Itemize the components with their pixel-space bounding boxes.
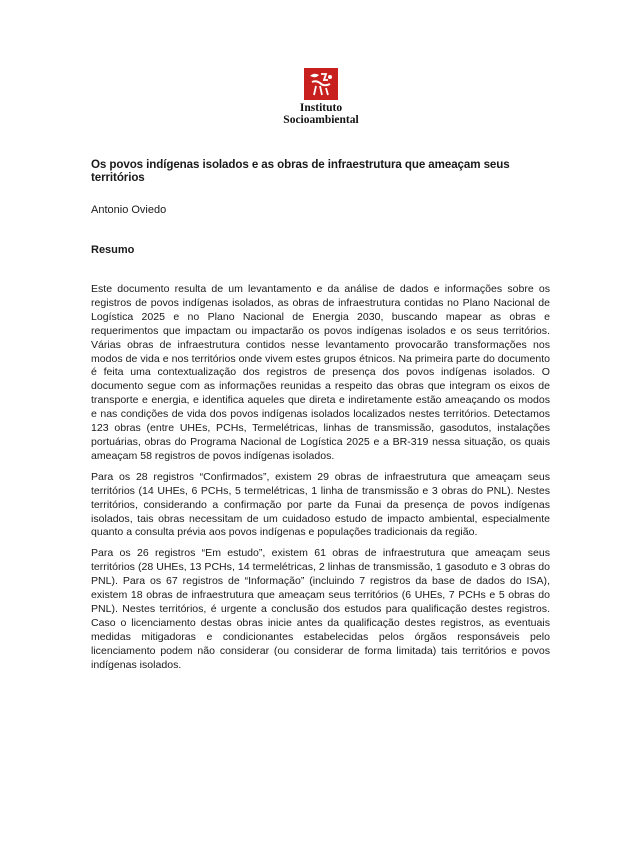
logo-text-line1: Instituto bbox=[299, 102, 343, 114]
abstract-paragraph-2: Para os 28 registros “Confirmados”, existem 29 obras de infraestrutura que ameaçam seus territórios (14 UHEs, 6 PCHs, 5 termelétricas, 1 linha de transmissão e 3 obras do PNL). Nestes territórios, considerando a confirmação por parte da Funai da presença de povos indígenas isolados, tais obras necessitam de um cuidadoso estudo de impacto ambiental, especialmente quanto a consulta prévia aos povos indígenas e populações tradicionais da região. bbox=[91, 470, 550, 539]
isa-logo-icon bbox=[304, 68, 338, 100]
abstract-paragraph-3: Para os 26 registros “Em estudo”, existem 61 obras de infraestrutura que ameaçam seus territórios (28 UHEs, 13 PCHs, 14 termelétricas, 2 linhas de transmissão, 1 gasoduto e 3 obras do PNL). Para os 67 registros de “Informação” (incluindo 7 registros da base de dados do ISA), existem 18 obras de infraestrutura que ameaçam seus territórios (6 UHEs, 7 PCHs e 5 obras do PNL). Nestes territórios, é urgente a conclusão dos estudos para qualificação destes registros. Caso o licenciamento destas obras inicie antes da qualificação destes registros, as eventuais medidas mitigadoras e condicionantes estabelecidas pelos órgãos responsáveis pelo licenciamento podem não considerar (ou considerar de forma limitada) tais territórios e povos indígenas isolados. bbox=[91, 547, 550, 671]
institute-logo bbox=[276, 68, 366, 126]
section-heading: Resumo bbox=[91, 244, 135, 256]
author-name: Antonio Oviedo bbox=[91, 204, 167, 216]
abstract-body bbox=[91, 283, 550, 679]
document-title: Os povos indígenas isolados e as obras de infraestrutura que ameaçam seus territórios bbox=[91, 158, 510, 184]
logo-text-line2: Socioambiental bbox=[283, 114, 359, 126]
abstract-paragraph-1: Este documento resulta de um levantamento e da análise de dados e informações sobre os registros de povos indígenas isolados, as obras de infraestrutura contidas no Plano Nacional de Logística 2025 e no Plano Nacional de Energia 2030, buscando mapear as obras e requerimentos que impactam ou impactarão os povos indígenas isolados e os seus territórios. Várias obras de infraestrutura contidos nesse levantamento provocarão transformações nos modos de vida e nos territórios onde vivem estes grupos étnicos. Na primeira parte do documento é feita uma contextualização dos registros de presença dos povos indígenas isolados. O documento segue com as informações reunidas a respeito das obras que integram os eixos de transporte e energia, e identifica aqueles que direta e indiretamente estão ameaçando os modos e nas condições de vida dos povos indígenas isolados localizados nestes territórios. Detectamos 123 obras (entre UHEs, PCHs, Termelétricas, linhas de transmissão, gasodutos, instalações portuárias, obras do Programa Nacional de Logística 2025 e a BR-319 nessa situação, os quais ameaçam 58 registros de povos indígenas isolados. bbox=[91, 283, 550, 462]
